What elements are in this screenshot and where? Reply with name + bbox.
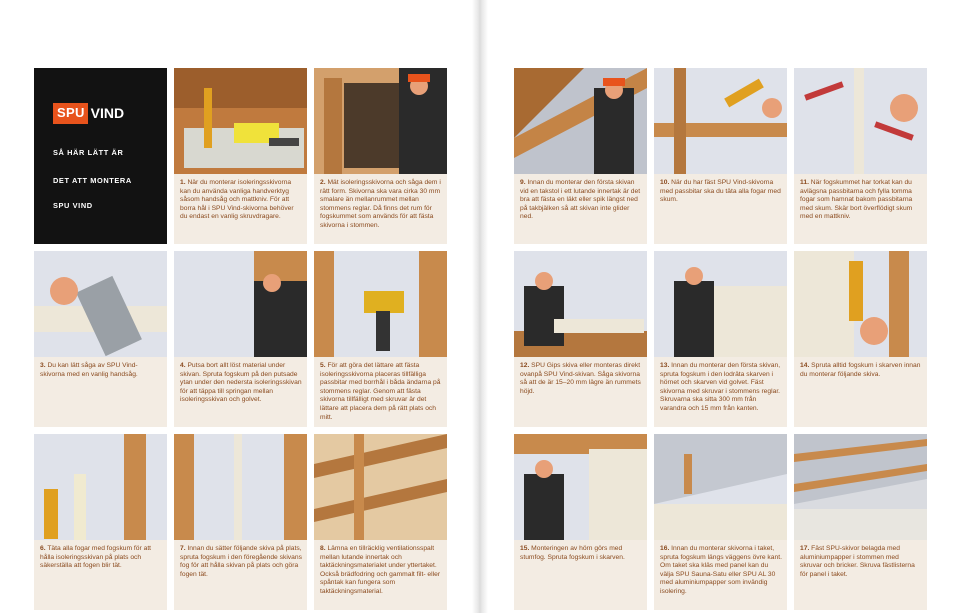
step-card-2: [314, 68, 447, 244]
step-card-4: [174, 251, 307, 427]
page-fold: [472, 0, 488, 613]
step-card-15: [514, 434, 647, 610]
step-photo-8: [314, 434, 447, 540]
step-card-7: [174, 434, 307, 610]
step-caption-5: 5. För att göra det lättare att fästa isoleringsskivorna placeras tillfälliga passbitar med borrhål i båda ändarna på stommens reglar. Genom att fästa skivorna tillfälligt med skruvar är det lättare att placera dem på rätt plats och mitt.: [320, 362, 441, 421]
step-card-8: [314, 434, 447, 610]
step-photo-10: [654, 68, 787, 174]
step-photo-15: [514, 434, 647, 540]
brand-line-3: SPU VIND: [53, 201, 93, 210]
brand-line-2: DET ATT MONTERA: [53, 176, 132, 185]
step-card-13: [654, 251, 787, 427]
step-card-17: [794, 434, 927, 610]
step-photo-13: [654, 251, 787, 357]
brand-panel: [34, 68, 167, 244]
step-card-6: [34, 434, 167, 610]
step-caption-14: 14. Spruta alltid fogskum i skarven innan du monterar följande skiva.: [800, 362, 921, 378]
step-photo-12: [514, 251, 647, 357]
step-photo-14: [794, 251, 927, 357]
step-caption-10: 10. När du har fäst SPU Vind-skivorna med passbitar ska du täta alla fogar med skum.: [660, 179, 781, 204]
step-photo-6: [34, 434, 167, 540]
step-caption-12: 12. SPU Gips skiva eller monteras direkt ovanpå SPU Vind-skivan. Såga skivorna så att de är 15–20 mm lägre än rummets höjd.: [520, 362, 641, 395]
step-caption-6: 6. Täta alla fogar med fogskum för att hålla isoleringsskivan på plats och säkerställa att fogen blir tät.: [40, 545, 152, 570]
step-caption-16: 16. Innan du monterar skivorna i taket, spruta fogskum längs väggens övre kant. Om taket ska kläs med panel kan du välja SPU Sauna-Satu eller SPU AL 30 med aluminiumpapper som invändig isolering.: [660, 545, 782, 595]
step-caption-13: 13. Innan du monterar den första skivan, spruta fogskum i den lodräta skarven i hörnet och skarven vid golvet. Fäst skivorna med skruvar i stommens reglar. Skruvarna ska sitta 300 mm från varandra och 15 mm från kanten.: [660, 362, 781, 412]
step-caption-8: 8. Lämna en tillräcklig ventilationsspalt mellan lutande innertak och taktäckningsmaterialet under yttertaket. Också brädfodring och gammalt filt- eller spåntak kan fungera som taktäckningsmaterial.: [320, 545, 441, 595]
step-caption-3: 3. Du kan lätt såga av SPU Vind-skivorna med en vanlig handsåg.: [40, 362, 138, 378]
logo-vind: VIND: [90, 105, 125, 121]
step-caption-2: 2. Mät isoleringsskivorna och såga dem i rätt form. Skivorna ska vara cirka 30 mm smalare än mellanrummet mellan stommens reglar. Då finns det rum för fogskummet som används för att fästa skivorna i stommen.: [320, 179, 441, 229]
step-photo-9: [514, 68, 647, 174]
step-card-5: [314, 251, 447, 427]
step-card-9: [514, 68, 647, 244]
step-caption-9: 9. Innan du monterar den första skivan vid en takstol i ett lutande innertak är det bra att fästa en läkt eller spik längst ned på takbjälken så att skivan inte glider ned.: [520, 179, 641, 221]
step-card-1: [174, 68, 307, 244]
step-photo-1: [174, 68, 307, 174]
step-caption-4: 4. Putsa bort allt löst material under skivan. Spruta fogskum på den putsade ytan under den nedersta isoleringsskivan för att täppa till springan mellan isoleringsskivan och golvet.: [180, 362, 302, 404]
step-photo-16: [654, 434, 787, 540]
step-caption-1: 1. När du monterar isoleringsskivorna kan du använda vanliga handverktyg såsom handsåg och mattkniv. För att borra hål i SPU Vind-skivorna behöver du endast en vanlig skruvdragare.: [180, 179, 294, 221]
step-card-3: [34, 251, 167, 427]
spu-vind-logo: [53, 103, 124, 124]
brand-line-1: SÅ HÄR LÄTT ÄR: [53, 148, 124, 157]
step-card-11: [794, 68, 927, 244]
step-card-12: [514, 251, 647, 427]
step-photo-7: [174, 434, 307, 540]
step-photo-17: [794, 434, 927, 540]
step-photo-11: [794, 68, 927, 174]
step-photo-2: [314, 68, 447, 174]
step-card-16: [654, 434, 787, 610]
step-caption-15: 15. Monteringen av hörn görs med stumfog. Spruta fogskum i skarven.: [520, 545, 625, 561]
step-photo-5: [314, 251, 447, 357]
logo-spu: SPU: [53, 103, 88, 124]
step-card-10: [654, 68, 787, 244]
step-photo-4: [174, 251, 307, 357]
step-caption-7: 7. Innan du sätter följande skiva på plats, spruta fogskum i den föregående skivans fog för att hålla skivan på plats och göra fogen tät.: [180, 545, 302, 578]
step-caption-17: 17. Fäst SPU-skivor belagda med aluminiumpapper i stommen med skruvar och bricker. Skruva fästlisterna för panel i taket.: [800, 545, 915, 578]
step-card-14: [794, 251, 927, 427]
step-caption-11: 11. När fogskummet har torkat kan du avlägsna passbitarna och fylla tomma fogar som hamnat bakom passbitarna med skum. Skär bort överflödigt skum med en mattkniv.: [800, 179, 913, 221]
step-photo-3: [34, 251, 167, 357]
